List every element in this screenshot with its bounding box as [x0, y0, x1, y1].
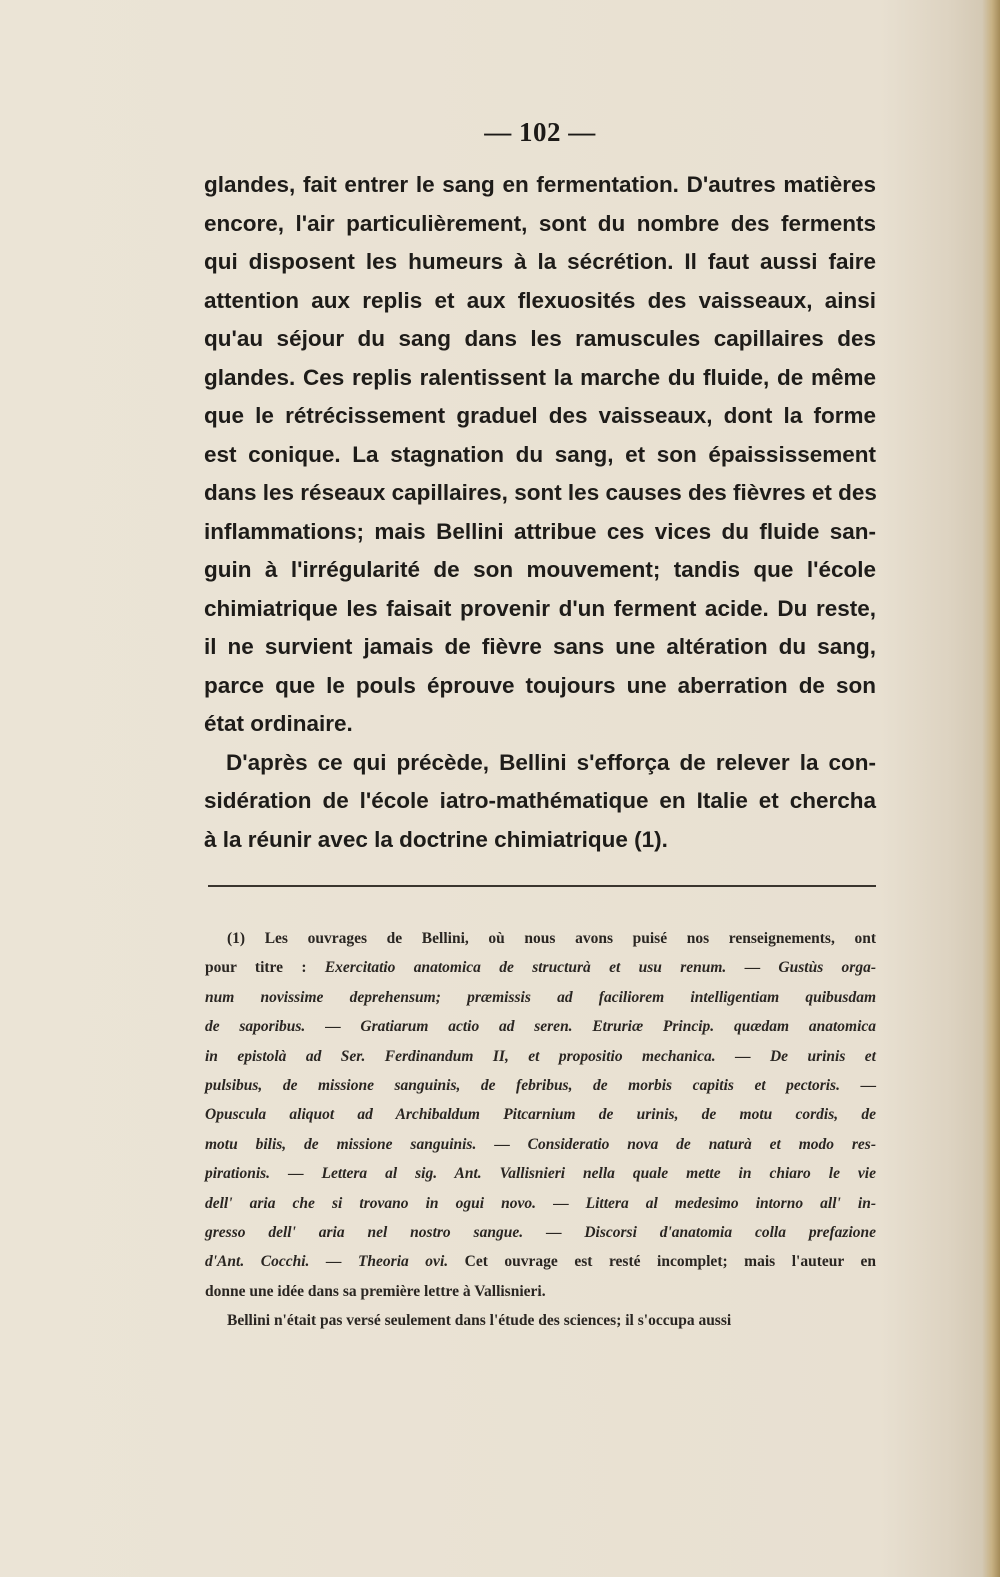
- page-number: — 102 —: [484, 117, 596, 147]
- footnote-fragment: —: [523, 1223, 585, 1241]
- italic-title: d'Ant. Cocchi.: [205, 1253, 310, 1271]
- footnote-line: [205, 1306, 876, 1335]
- italic-title: num novissime deprehensum; præmissis ad faciliorem intelligentiam quibusdam: [205, 988, 876, 1006]
- footnote-line: [205, 924, 876, 953]
- footnote-line: [205, 1189, 876, 1218]
- text-line: il ne survient jamais de fièvre sans une altération du sang,: [204, 634, 876, 659]
- footnote-fragment: —: [476, 1135, 528, 1153]
- text-line: à la réunir avec la doctrine chimiatrique (1).: [204, 826, 668, 852]
- footnote-fragment: —: [305, 1018, 361, 1036]
- text-line: qu'au séjour du sang dans les ramuscules capillaires des: [204, 326, 876, 351]
- footnote-line: [205, 983, 876, 1012]
- italic-title: Discorsi d'anatomia colla prefazione: [584, 1223, 877, 1241]
- text-line: attention aux replis et aux flexuosités des vaisseaux, ainsi: [204, 287, 876, 313]
- italic-title: De urinis et: [769, 1047, 876, 1065]
- italic-title: Theoria ovi.: [357, 1253, 449, 1271]
- text-line: chimiatrique les faisait provenir d'un ferment acide. Du reste,: [204, 595, 876, 621]
- footnote-line: [205, 1130, 876, 1159]
- italic-title: Opuscula aliquot ad Archibaldum Pitcarnium de urinis, de motu cordis, de: [205, 1106, 876, 1124]
- footnote-line: [205, 1042, 876, 1071]
- text-line: D'après ce qui précède, Bellini s'efforça de relever la con-: [226, 749, 876, 775]
- text-line: encore, l'air particulièrement, sont du nombre des ferments: [204, 210, 876, 236]
- text-line: guin à l'irrégularité de son mouvement; tandis que l'école: [204, 557, 876, 582]
- page-edge-shadow: [982, 0, 1000, 1577]
- italic-title: pirationis.: [205, 1165, 271, 1183]
- italic-title: pulsibus, de missione sanguinis, de febribus, de morbis capitis et pectoris.: [205, 1076, 840, 1094]
- italic-title: motu bilis, de missione sanguinis.: [205, 1135, 477, 1153]
- italic-title: Littera al medesimo intorno all' in-: [585, 1194, 876, 1212]
- italic-title: in epistolà ad Ser. Ferdinandum II, et propositio mechanica.: [205, 1047, 716, 1065]
- footnote-fragment: —: [535, 1194, 586, 1212]
- text-line: état ordinaire.: [204, 711, 353, 736]
- text-line: inflammations; mais Bellini attribue ces vices du fluide san-: [204, 518, 876, 544]
- footnote-line: [205, 1218, 876, 1247]
- italic-title: gresso dell' aria nel nostro sangue.: [205, 1223, 524, 1241]
- footnote-line: [205, 1277, 876, 1306]
- footnote-fragment: Bellini n'était pas versé seulement dans l'étude des sciences; il s'occupa aussi: [227, 1312, 732, 1330]
- footnote-fragment: —: [270, 1165, 322, 1183]
- footnote-text: [205, 924, 876, 1335]
- italic-title: Gratiarum actio ad seren. Etruriæ Princip. quædam anatomica: [360, 1018, 877, 1036]
- italic-title: Lettera al sig. Ant. Vallisnieri nella quale mette in chiaro le vie: [321, 1165, 876, 1183]
- italic-title: Exercitatio anatomica de structurà et usu renum.: [324, 959, 727, 977]
- footnote-line: [205, 1247, 876, 1276]
- italic-title: dell' aria che si trovano in ogui novo.: [205, 1194, 536, 1212]
- footnote-line: [205, 1012, 876, 1041]
- footnote-fragment: —: [839, 1076, 876, 1094]
- text-line: est conique. La stagnation du sang, et son épaississement: [204, 441, 876, 467]
- text-line: glandes. Ces replis ralentissent la marche du fluide, de même: [204, 364, 876, 390]
- footnote-fragment: pour titre :: [205, 959, 325, 977]
- text-line: dans les réseaux capillaires, sont les causes des fièvres et des: [204, 480, 877, 505]
- text-line: que le rétrécissement graduel des vaisseaux, dont la forme: [204, 403, 876, 428]
- main-body-text: [204, 166, 876, 859]
- text-line: qui disposent les humeurs à la sécrétion. Il faut aussi faire: [204, 249, 876, 274]
- footnote-fragment: —: [715, 1047, 770, 1065]
- text-line: parce que le pouls éprouve toujours une aberration de son: [204, 672, 876, 698]
- text-line: glandes, fait entrer le sang en fermentation. D'autres matières: [204, 172, 876, 197]
- footnote-line: [205, 1100, 876, 1129]
- footnote-line: [205, 1159, 876, 1188]
- italic-title: Consideratio nova de naturà et modo res-: [527, 1135, 876, 1153]
- footnote-fragment: Cet ouvrage est resté incomplet; mais l'auteur en: [448, 1253, 876, 1271]
- text-line: sidération de l'école iatro-mathématique en Italie et chercha: [204, 788, 876, 813]
- footnote-fragment: —: [726, 959, 779, 977]
- footnote-line: [205, 1071, 876, 1100]
- footnote-fragment: donne une idée dans sa première lettre à Vallisnieri.: [205, 1282, 546, 1300]
- footnote-fragment: —: [309, 1253, 358, 1271]
- footnote-separator: [208, 885, 876, 887]
- footnote-line: [205, 953, 876, 982]
- italic-title: de saporibus.: [205, 1018, 306, 1036]
- footnote-fragment: (1) Les ouvrages de Bellini, où nous avons puisé nos renseignements, ont: [227, 930, 876, 947]
- italic-title: Gustùs orga-: [778, 959, 876, 977]
